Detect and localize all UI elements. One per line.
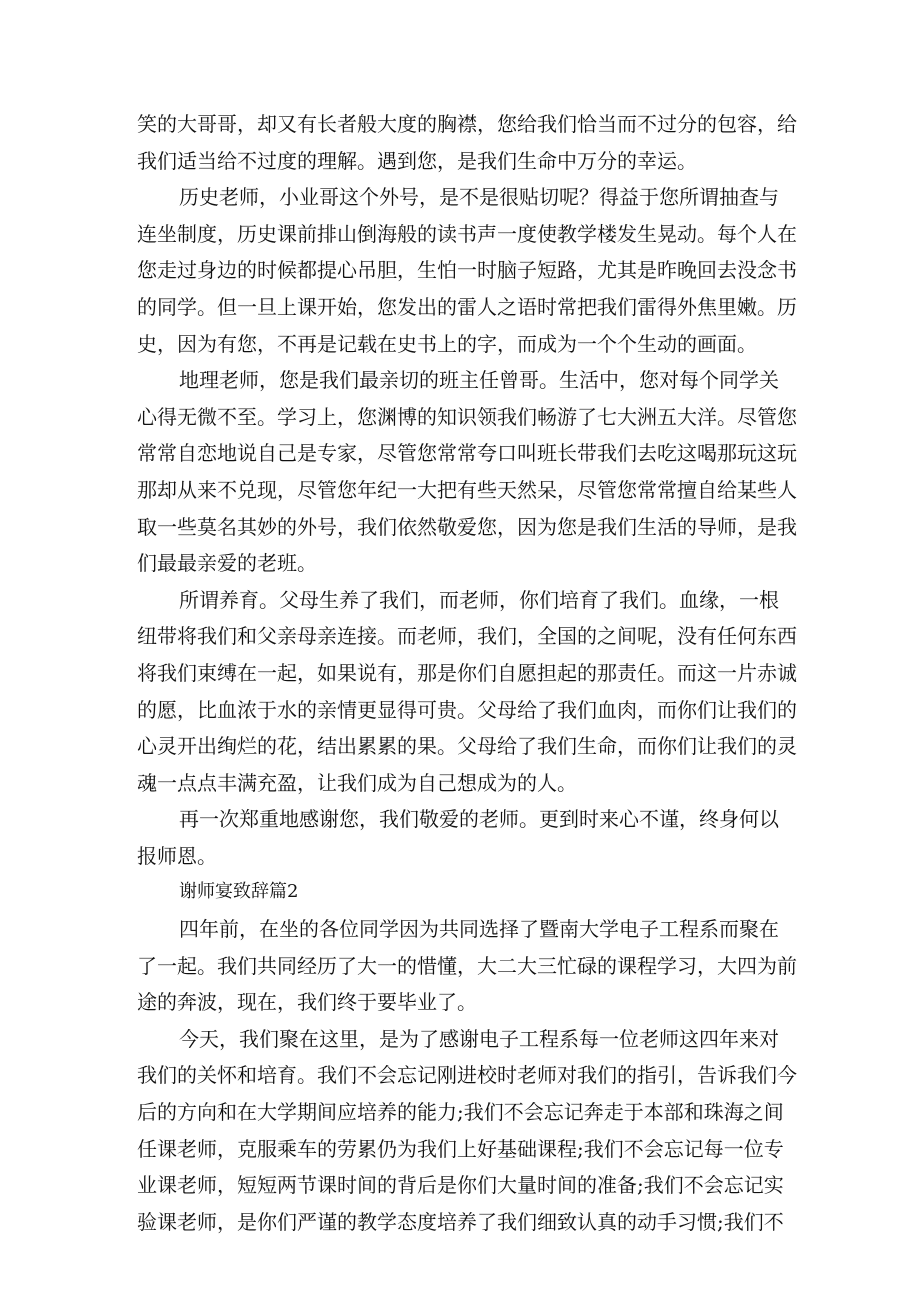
text-line: 笑的大哥哥，却又有长者般大度的胸襟，您给我们恰当而不过分的包容，给 <box>137 112 797 136</box>
text-line: 那却从来不兑现，尽管您年纪一大把有些天然呆，尽管您常常擅自给某些人 <box>137 477 797 502</box>
section-heading: 谢师宴致辞篇2 <box>179 881 299 903</box>
text-line: 四年前，在坐的各位同学因为共同选择了暨南大学电子工程系而聚在 <box>179 917 779 942</box>
text-line: 我们适当给不过度的理解。遇到您，是我们生命中万分的幸运。 <box>137 148 697 173</box>
text-line: 所谓养育。父母生养了我们，而老师，你们培育了我们。血缘，一根 <box>179 587 779 612</box>
text-line: 史，因为有您，不再是记载在史书上的字，而成为一个个生动的画面。 <box>137 331 757 356</box>
text-line: 任课老师，克服乘车的劳累仍为我们上好基础课程;我们不会忘记每一位专 <box>137 1136 784 1161</box>
text-line: 今天，我们聚在这里，是为了感谢电子工程系每一位老师这四年来对 <box>179 1026 779 1051</box>
text-line: 的同学。但一旦上课开始，您发出的雷人之语时常把我们雷得外焦里嫩。历 <box>137 294 797 319</box>
text-line: 的愿，比血浓于水的亲情更显得可贵。父母给了我们血肉，而你们让我们的 <box>137 697 797 722</box>
text-line: 报师恩。 <box>137 843 217 868</box>
text-line: 了一起。我们共同经历了大一的惜懂，大二大三忙碌的课程学习，大四为前 <box>137 953 797 978</box>
text-line: 验课老师，是你们严谨的教学态度培养了我们细致认真的动手习惯;我们不 <box>137 1209 784 1234</box>
text-line: 我们的关怀和培育。我们不会忘记刚进校时老师对我们的指引，告诉我们今 <box>137 1063 797 1088</box>
text-line: 业课老师，短短两节课时间的背后是你们大量时间的准备;我们不会忘记实 <box>137 1173 784 1198</box>
text-line: 们最最亲爱的老班。 <box>137 551 317 576</box>
text-line: 常常自恋地说自己是专家，尽管您常常夸口叫班长带我们去吃这喝那玩这玩 <box>137 441 797 466</box>
text-line: 您走过身边的时候都提心吊胆，生怕一时脑子短路，尤其是昨晚回去没念书 <box>137 258 797 283</box>
text-line: 地理老师，您是我们最亲切的班主任曾哥。生活中，您对每个同学关 <box>179 368 779 393</box>
text-line: 历史老师，小业哥这个外号，是不是很贴切呢？得益于您所谓抽查与 <box>179 185 779 210</box>
document-page <box>137 106 797 1240</box>
text-line: 将我们束缚在一起，如果说有，那是你们自愿担起的那责任。而这一片赤诚 <box>137 660 797 685</box>
text-line: 途的奔波，现在，我们终于要毕业了。 <box>137 990 477 1015</box>
text-line: 心得无微不至。学习上，您渊博的知识领我们畅游了七大洲五大洋。尽管您 <box>137 404 797 429</box>
text-line: 连坐制度，历史课前排山倒海般的读书声一度使教学楼发生晃动。每个人在 <box>137 221 797 246</box>
text-line: 再一次郑重地感谢您，我们敬爱的老师。更到时来心不谨，终身何以 <box>179 807 779 832</box>
text-line: 魂一点点丰满充盈，让我们成为自己想成为的人。 <box>137 770 577 795</box>
text-line: 取一些莫名其妙的外号，我们依然敬爱您，因为您是我们生活的导师，是我 <box>137 514 797 539</box>
text-line: 纽带将我们和父亲母亲连接。而老师，我们，全国的之间呢，没有任何东西 <box>137 624 797 649</box>
text-line: 心灵开出绚烂的花，结出累累的果。父母给了我们生命，而你们让我们的灵 <box>137 734 797 759</box>
text-line: 后的方向和在大学期间应培养的能力;我们不会忘记奔走于本部和珠海之间 <box>137 1100 784 1125</box>
